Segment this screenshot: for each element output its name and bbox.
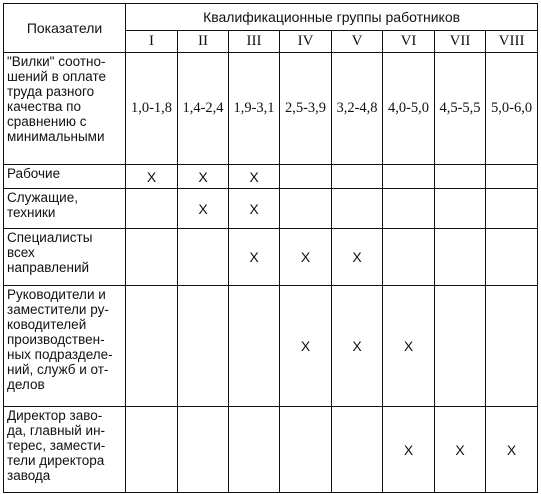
fork-cell: 3,2-4,8 <box>332 53 383 165</box>
mark-cell <box>280 189 332 229</box>
table-row-specialists <box>4 229 538 286</box>
fork-cell: 2,5-3,9 <box>280 53 332 165</box>
mark-cell <box>383 165 435 189</box>
table-row-employees <box>4 189 538 229</box>
mark-cell: X <box>332 286 383 407</box>
groups-title-header: Квалификационные группы работников <box>126 4 538 31</box>
mark-cell: X <box>486 407 538 493</box>
header-row-top <box>4 4 538 31</box>
mark-cell: X <box>178 189 229 229</box>
mark-cell <box>332 407 383 493</box>
table-row-managers <box>4 286 538 407</box>
mark-cell <box>126 286 178 407</box>
mark-cell <box>126 229 178 286</box>
group-header-7: VII <box>435 31 486 53</box>
indicators-header: Показатели <box>4 4 126 53</box>
group-header-5: V <box>332 31 383 53</box>
mark-cell <box>435 165 486 189</box>
mark-cell <box>332 165 383 189</box>
mark-cell <box>178 229 229 286</box>
mark-cell: X <box>229 229 280 286</box>
row-label-specialists: Специалисты всех направлений <box>4 229 126 286</box>
table-row-workers <box>4 165 538 189</box>
mark-cell: X <box>280 286 332 407</box>
qualification-table-container <box>3 3 538 493</box>
mark-cell <box>435 229 486 286</box>
mark-cell <box>486 286 538 407</box>
group-header-1: I <box>126 31 178 53</box>
mark-cell: X <box>332 229 383 286</box>
mark-cell <box>486 229 538 286</box>
fork-cell: 1,0-1,8 <box>126 53 178 165</box>
table-row-directors <box>4 407 538 493</box>
group-header-8: VIII <box>486 31 538 53</box>
mark-cell <box>178 407 229 493</box>
mark-cell: X <box>229 189 280 229</box>
mark-cell <box>332 189 383 229</box>
mark-cell <box>435 286 486 407</box>
group-header-3: III <box>229 31 280 53</box>
mark-cell <box>383 229 435 286</box>
mark-cell <box>486 165 538 189</box>
qualification-groups-table <box>3 3 538 493</box>
mark-cell <box>383 189 435 229</box>
mark-cell <box>229 286 280 407</box>
mark-cell <box>178 286 229 407</box>
row-label-directors: Директор заво- да, главный ин- терес, замести- тели директора завода <box>4 407 126 493</box>
fork-cell: 4,0-5,0 <box>383 53 435 165</box>
mark-cell <box>126 407 178 493</box>
fork-cell: 4,5-5,5 <box>435 53 486 165</box>
mark-cell: X <box>178 165 229 189</box>
row-label-employees: Служащие, техники <box>4 189 126 229</box>
mark-cell: X <box>383 407 435 493</box>
group-header-6: VI <box>383 31 435 53</box>
fork-cell: 1,9-3,1 <box>229 53 280 165</box>
group-header-4: IV <box>280 31 332 53</box>
fork-cell: 5,0-6,0 <box>486 53 538 165</box>
mark-cell: X <box>383 286 435 407</box>
group-header-2: II <box>178 31 229 53</box>
mark-cell: X <box>280 229 332 286</box>
fork-cell: 1,4-2,4 <box>178 53 229 165</box>
mark-cell <box>280 165 332 189</box>
row-label-pay-forks: "Вилки" соотно- шений в оплате труда разного качества по сравнению с минимальными <box>4 53 126 165</box>
row-label-workers: Рабочие <box>4 165 126 189</box>
table-row-pay-forks <box>4 53 538 165</box>
row-label-managers: Руководители и заместители ру- ководителей производствен- ных подразделе- ний, служб и от- делов <box>4 286 126 407</box>
mark-cell <box>435 189 486 229</box>
mark-cell <box>486 189 538 229</box>
mark-cell <box>280 407 332 493</box>
mark-cell: X <box>126 165 178 189</box>
mark-cell: X <box>229 165 280 189</box>
mark-cell <box>126 189 178 229</box>
mark-cell: X <box>435 407 486 493</box>
mark-cell <box>229 407 280 493</box>
